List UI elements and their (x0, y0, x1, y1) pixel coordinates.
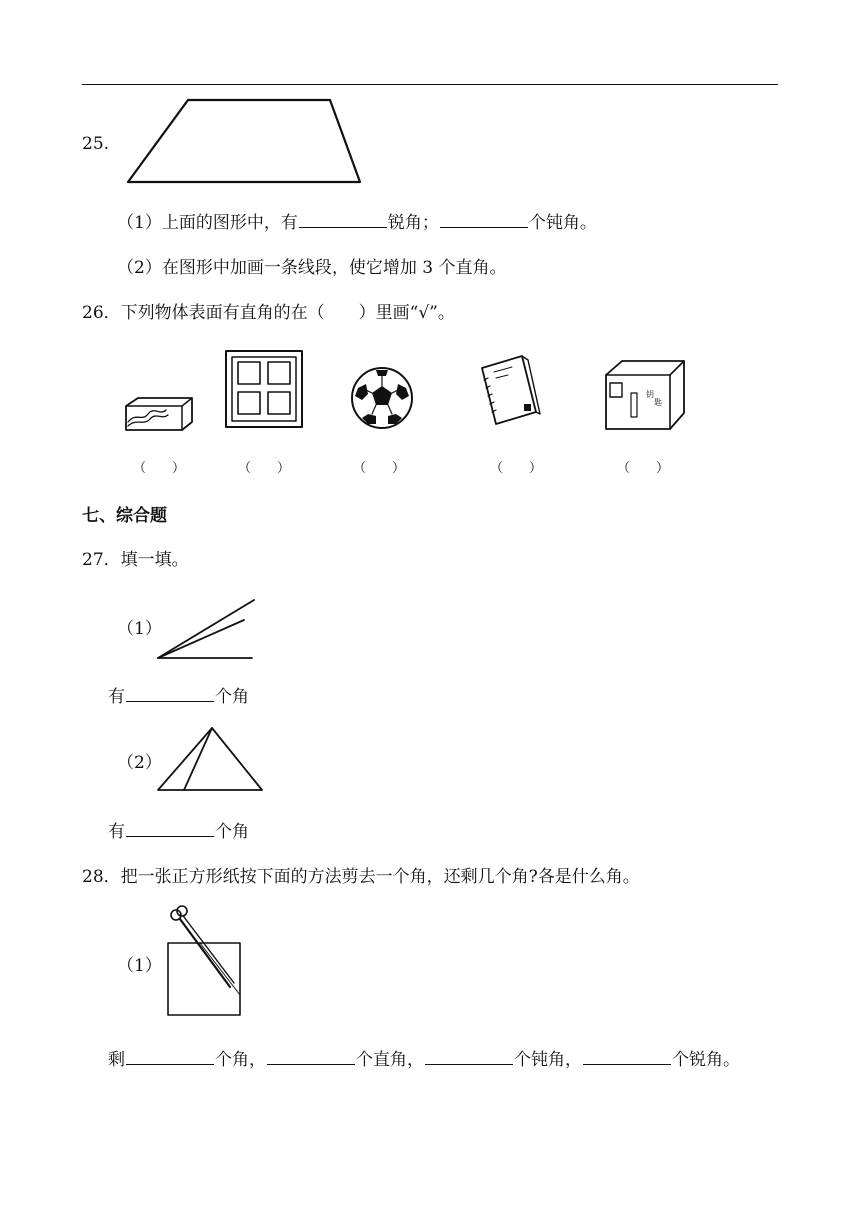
box-label-1: 钥 (646, 390, 654, 399)
q27-sub2-suffix: 个角 (215, 822, 249, 842)
q27-sub2-prefix: 有 (108, 822, 125, 842)
q28-answer-p1: 个角， (215, 1050, 266, 1070)
eraser-picture (118, 392, 198, 436)
q27-sub1-label: （1） (117, 619, 162, 639)
q25-part1 (117, 211, 597, 234)
q28-blank-acute[interactable] (583, 1048, 671, 1065)
q28-sub1-label: （1） (117, 956, 162, 976)
q25-obtuse-blank[interactable] (440, 211, 528, 228)
q26-answer-paren-2[interactable]: （ ） (238, 461, 291, 476)
q26-answer-paren-3[interactable]: （ ） (353, 461, 406, 476)
q25-part2: （2）在图形中加画一条线段，使它增加 3 个直角。 (117, 258, 507, 278)
box-label-2: 匙 (654, 398, 662, 407)
q26-answer-paren-5[interactable]: （ ） (617, 461, 670, 476)
trapezoid-shape (128, 100, 360, 182)
q27-sub2-blank[interactable] (126, 820, 214, 837)
q28-answer-p2: 个直角， (356, 1050, 424, 1070)
box-picture (600, 355, 690, 435)
q26-answer-paren-1[interactable]: （ ） (133, 461, 186, 476)
window-picture (223, 348, 307, 432)
paper-square (168, 943, 240, 1015)
q27-sub1-blank[interactable] (126, 685, 214, 702)
q25-number: 25. (82, 134, 110, 154)
q27-sub1-answer (108, 685, 249, 708)
q27-sub1-prefix: 有 (108, 687, 125, 707)
q25-part1-end: 个钝角。 (528, 213, 597, 233)
section-title: 七、综合题 (82, 506, 167, 526)
book-picture (474, 350, 544, 432)
q28-answer-prefix: 剩 (108, 1050, 125, 1070)
q27-rays-figure (152, 592, 258, 662)
q26-answer-paren-4[interactable]: （ ） (490, 461, 543, 476)
q27-sub1-suffix: 个角 (215, 687, 249, 707)
q28-answer-p3: 个钝角， (514, 1050, 582, 1070)
q28-answer (108, 1048, 740, 1071)
soccer-ball-picture (348, 364, 416, 432)
q25-part1-mid: 锐角； (387, 213, 439, 233)
q26-question: 26．下列物体表面有直角的在（ ）里画“√”。 (82, 303, 455, 323)
q27-triangle-figure (154, 722, 268, 794)
q25-acute-blank[interactable] (299, 211, 387, 228)
q28-square-scissors-figure (160, 903, 246, 1019)
q28-question: 28．把一张正方形纸按下面的方法剪去一个角，还剩几个角?各是什么角。 (82, 867, 640, 887)
q25-part1-label: （1）上面的图形中，有 (117, 213, 298, 233)
q27-sub2-answer (108, 820, 249, 843)
q25-trapezoid-figure (120, 92, 370, 190)
q28-answer-p4: 个锐角。 (672, 1050, 740, 1070)
q27-sub2-label: （2） (117, 753, 162, 773)
q28-blank-total[interactable] (126, 1048, 214, 1065)
q27-question: 27．填一填。 (82, 550, 189, 570)
header-rule (82, 84, 778, 85)
q28-blank-right[interactable] (267, 1048, 355, 1065)
q28-blank-obtuse[interactable] (425, 1048, 513, 1065)
